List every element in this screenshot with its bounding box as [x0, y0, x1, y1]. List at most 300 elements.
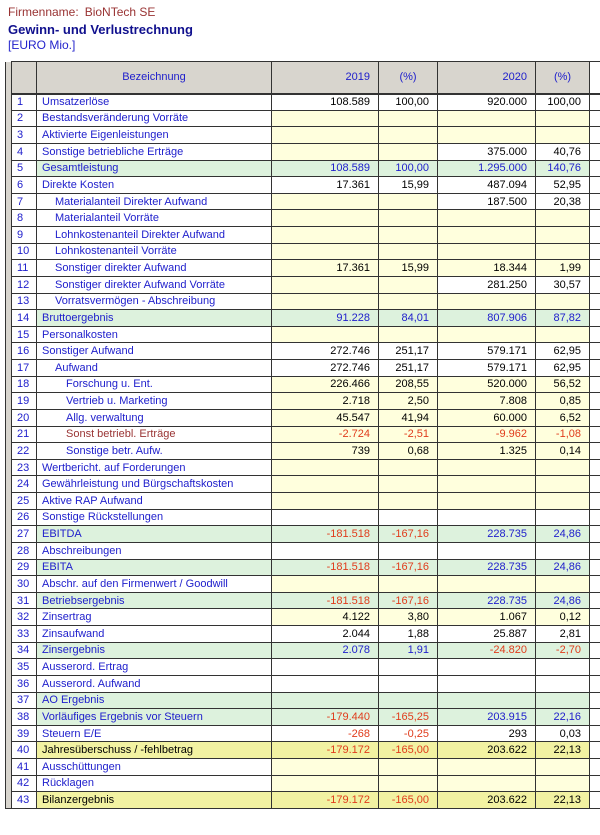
row-number: 1: [12, 94, 37, 111]
table-row: [6, 326, 600, 343]
table-row: [6, 509, 600, 526]
cell-pct-2019[interactable]: [379, 227, 438, 244]
cell-pct-2019: -167,16: [379, 592, 438, 609]
cell-2019[interactable]: [272, 759, 379, 776]
cell-2020[interactable]: [438, 243, 536, 260]
row-number: 43: [12, 792, 37, 809]
cell-pct-2019: 100,00: [379, 94, 438, 111]
table-row: [6, 260, 600, 277]
cell-pct-2020[interactable]: [536, 775, 590, 792]
table-row: [6, 759, 600, 776]
cell-pct-2020: 22,13: [536, 742, 590, 759]
cell-2019[interactable]: [272, 293, 379, 310]
cell-2019[interactable]: [272, 576, 379, 593]
cell-pct-2020: 52,95: [536, 177, 590, 194]
row-number: 10: [12, 243, 37, 260]
header-pct-2020: (%): [536, 62, 590, 94]
cell-pct-2019[interactable]: 15,99: [379, 260, 438, 277]
table-row: [6, 709, 600, 726]
cell-2019: 272.746: [272, 360, 379, 377]
report-title: Gewinn- und Verlustrechnung: [8, 22, 193, 37]
cell-2019[interactable]: [272, 227, 379, 244]
cell-2020: 281.250: [438, 276, 536, 293]
cell-pct-2019: -167,16: [379, 559, 438, 576]
cell-2019[interactable]: [272, 276, 379, 293]
cell-2019[interactable]: [272, 493, 379, 510]
row-number: 34: [12, 642, 37, 659]
row-number: 32: [12, 609, 37, 626]
cell-pct-2019: -165,25: [379, 709, 438, 726]
cell-2020: [438, 509, 536, 526]
cell-2020[interactable]: [438, 326, 536, 343]
overflow-strip: [590, 326, 600, 343]
cell-2019: -181.518: [272, 592, 379, 609]
row-label: Materialanteil Vorräte: [37, 210, 272, 227]
cell-pct-2019: [379, 659, 438, 676]
cell-2020[interactable]: [438, 476, 536, 493]
overflow-strip: [590, 127, 600, 144]
table-row: [6, 110, 600, 127]
cell-pct-2019[interactable]: 2,50: [379, 393, 438, 410]
table-row: [6, 293, 600, 310]
row-number: 23: [12, 459, 37, 476]
cell-pct-2019[interactable]: [379, 210, 438, 227]
cell-pct-2020[interactable]: [536, 227, 590, 244]
cell-2019: -179.172: [272, 742, 379, 759]
overflow-strip: [590, 476, 600, 493]
cell-2020[interactable]: [438, 576, 536, 593]
row-number: 24: [12, 476, 37, 493]
table-row: [6, 725, 600, 742]
cell-pct-2019[interactable]: [379, 759, 438, 776]
row-number: 29: [12, 559, 37, 576]
cell-2019: [272, 692, 379, 709]
table-header-row: [6, 62, 600, 94]
cell-pct-2019[interactable]: [379, 775, 438, 792]
row-label: Direkte Kosten: [37, 177, 272, 194]
cell-pct-2020[interactable]: [536, 476, 590, 493]
cell-2020: [438, 692, 536, 709]
overflow-strip: [590, 775, 600, 792]
row-label: Lohnkostenanteil Direkter Aufwand: [37, 227, 272, 244]
overflow-strip: [590, 725, 600, 742]
row-number: 27: [12, 526, 37, 543]
row-label: Zinsertrag: [37, 609, 272, 626]
row-number: 5: [12, 160, 37, 177]
cell-2020[interactable]: [438, 110, 536, 127]
cell-pct-2020[interactable]: -1,08: [536, 426, 590, 443]
row-number: 8: [12, 210, 37, 227]
cell-2019: -181.518: [272, 526, 379, 543]
overflow-strip: [590, 343, 600, 360]
cell-2019[interactable]: [272, 459, 379, 476]
table-row: [6, 443, 600, 460]
cell-pct-2020: 2,81: [536, 626, 590, 643]
cell-2019: 2.044: [272, 626, 379, 643]
cell-pct-2019[interactable]: [379, 576, 438, 593]
cell-pct-2020[interactable]: 0,12: [536, 609, 590, 626]
overflow-strip: [590, 177, 600, 194]
overflow-strip: [590, 659, 600, 676]
cell-pct-2020: 0,03: [536, 725, 590, 742]
row-label: Abschreibungen: [37, 542, 272, 559]
cell-2019[interactable]: [272, 210, 379, 227]
cell-pct-2020[interactable]: [536, 243, 590, 260]
cell-pct-2019: [379, 509, 438, 526]
cell-pct-2020: -2,70: [536, 642, 590, 659]
cell-pct-2019[interactable]: [379, 476, 438, 493]
cell-pct-2019[interactable]: [379, 243, 438, 260]
row-label: Vertrieb u. Marketing: [37, 393, 272, 410]
cell-pct-2019[interactable]: [379, 127, 438, 144]
cell-pct-2019[interactable]: [379, 143, 438, 160]
cell-2019[interactable]: [272, 476, 379, 493]
table-row: [6, 210, 600, 227]
table-row: [6, 376, 600, 393]
row-number: 9: [12, 227, 37, 244]
cell-2020[interactable]: [438, 127, 536, 144]
cell-2020: 187.500: [438, 193, 536, 210]
cell-pct-2020: 22,13: [536, 792, 590, 809]
overflow-strip: [590, 443, 600, 460]
overflow-strip: [590, 426, 600, 443]
cell-2019[interactable]: 4.122: [272, 609, 379, 626]
cell-pct-2019: 15,99: [379, 177, 438, 194]
cell-2019[interactable]: [272, 326, 379, 343]
overflow-strip: [590, 94, 600, 111]
cell-2020[interactable]: 520.000: [438, 376, 536, 393]
cell-pct-2020: 24,86: [536, 559, 590, 576]
company-label: Firmenname:: [8, 5, 79, 19]
row-label: Sonstiger Aufwand: [37, 343, 272, 360]
row-label: Steuern E/E: [37, 725, 272, 742]
row-label: Ausserord. Ertrag: [37, 659, 272, 676]
overflow-strip: [590, 542, 600, 559]
overflow-strip: [590, 559, 600, 576]
cell-pct-2020: [536, 659, 590, 676]
row-label: Sonstiger direkter Aufwand: [37, 260, 272, 277]
cell-pct-2020: [536, 542, 590, 559]
cell-2020[interactable]: 18.344: [438, 260, 536, 277]
overflow-strip: [590, 227, 600, 244]
overflow-strip: [590, 526, 600, 543]
cell-pct-2019: [379, 542, 438, 559]
row-number: 25: [12, 493, 37, 510]
cell-2019[interactable]: [272, 775, 379, 792]
overflow-strip: [590, 509, 600, 526]
cell-2020[interactable]: -9.962: [438, 426, 536, 443]
cell-2019[interactable]: 2.718: [272, 393, 379, 410]
cell-pct-2020: 62,95: [536, 360, 590, 377]
cell-pct-2019: 251,17: [379, 360, 438, 377]
row-number: 41: [12, 759, 37, 776]
cell-2020[interactable]: [438, 759, 536, 776]
row-number: 3: [12, 127, 37, 144]
row-number: 28: [12, 542, 37, 559]
table-row: [6, 343, 600, 360]
row-label: Aktivierte Eigenleistungen: [37, 127, 272, 144]
cell-pct-2020[interactable]: [536, 326, 590, 343]
cell-2019: [272, 675, 379, 692]
cell-pct-2020[interactable]: [536, 293, 590, 310]
cell-pct-2019[interactable]: [379, 293, 438, 310]
cell-2019: 2.078: [272, 642, 379, 659]
table-row: [6, 177, 600, 194]
cell-2019[interactable]: [272, 143, 379, 160]
cell-2020: 375.000: [438, 143, 536, 160]
header-pct-2019: (%): [379, 62, 438, 94]
row-label: Sonstiger direkter Aufwand Vorräte: [37, 276, 272, 293]
cell-2020: 1.295.000: [438, 160, 536, 177]
table-row: [6, 626, 600, 643]
cell-pct-2020: [536, 675, 590, 692]
cell-2019[interactable]: 739: [272, 443, 379, 460]
overflow-strip: [590, 692, 600, 709]
cell-2020[interactable]: [438, 293, 536, 310]
row-number: 2: [12, 110, 37, 127]
overflow-strip: [590, 609, 600, 626]
cell-2020: [438, 675, 536, 692]
table-row: [6, 692, 600, 709]
pnl-table: [5, 61, 600, 809]
row-number: 20: [12, 409, 37, 426]
cell-2020[interactable]: 1.325: [438, 443, 536, 460]
cell-pct-2020: 140,76: [536, 160, 590, 177]
cell-pct-2019[interactable]: 3,80: [379, 609, 438, 626]
cell-2020: 228.735: [438, 526, 536, 543]
cell-2020[interactable]: [438, 493, 536, 510]
cell-2019: -181.518: [272, 559, 379, 576]
cell-pct-2019: -167,16: [379, 526, 438, 543]
header-row-number: [12, 62, 37, 94]
cell-2020: 203.622: [438, 792, 536, 809]
table-row: [6, 409, 600, 426]
overflow-strip: [590, 310, 600, 327]
row-number: 19: [12, 393, 37, 410]
row-label: Bilanzergebnis: [37, 792, 272, 809]
row-number: 40: [12, 742, 37, 759]
cell-2019: 17.361: [272, 177, 379, 194]
cell-pct-2020[interactable]: 56,52: [536, 376, 590, 393]
table-row: [6, 243, 600, 260]
table-row: [6, 675, 600, 692]
row-label: Aktive RAP Aufwand: [37, 493, 272, 510]
cell-pct-2020[interactable]: [536, 759, 590, 776]
cell-2019[interactable]: [272, 193, 379, 210]
overflow-strip: [590, 110, 600, 127]
cell-pct-2020[interactable]: [536, 127, 590, 144]
row-label: Materialanteil Direkter Aufwand: [37, 193, 272, 210]
table-row: [6, 160, 600, 177]
row-label: Sonstige betriebliche Erträge: [37, 143, 272, 160]
cell-2020: 228.735: [438, 559, 536, 576]
row-label: Jahresüberschuss / -fehlbetrag: [37, 742, 272, 759]
table-row: [6, 542, 600, 559]
cell-2019[interactable]: 17.361: [272, 260, 379, 277]
cell-pct-2019[interactable]: -2,51: [379, 426, 438, 443]
table-row: [6, 493, 600, 510]
overflow-strip: [590, 210, 600, 227]
cell-pct-2020[interactable]: [536, 110, 590, 127]
cell-2019: 108.589: [272, 160, 379, 177]
row-number: 15: [12, 326, 37, 343]
cell-pct-2020: 24,86: [536, 592, 590, 609]
overflow-strip: [590, 675, 600, 692]
overflow-strip: [590, 193, 600, 210]
cell-pct-2020: [536, 692, 590, 709]
row-number: 16: [12, 343, 37, 360]
cell-pct-2020: 22,16: [536, 709, 590, 726]
overflow-strip: [590, 293, 600, 310]
cell-2020: 203.915: [438, 709, 536, 726]
cell-2020: 579.171: [438, 343, 536, 360]
table-row: [6, 310, 600, 327]
overflow-strip: [590, 360, 600, 377]
row-label: AO Ergebnis: [37, 692, 272, 709]
cell-pct-2019: -0,25: [379, 725, 438, 742]
overflow-strip: [590, 143, 600, 160]
cell-2019: 272.746: [272, 343, 379, 360]
row-label: Lohnkostenanteil Vorräte: [37, 243, 272, 260]
overflow-strip: [590, 276, 600, 293]
row-label: Ausserord. Aufwand: [37, 675, 272, 692]
cell-pct-2019[interactable]: [379, 493, 438, 510]
cell-pct-2020[interactable]: 1,99: [536, 260, 590, 277]
cell-pct-2019: -165,00: [379, 792, 438, 809]
row-number: 33: [12, 626, 37, 643]
cell-2019[interactable]: 45.547: [272, 409, 379, 426]
cell-2019: -268: [272, 725, 379, 742]
cell-pct-2020[interactable]: [536, 576, 590, 593]
row-number: 30: [12, 576, 37, 593]
company-name: BioNTech SE: [84, 5, 156, 19]
cell-2019[interactable]: -2.724: [272, 426, 379, 443]
cell-pct-2020: 20,38: [536, 193, 590, 210]
row-label: Vorläufiges Ergebnis vor Steuern: [37, 709, 272, 726]
overflow-strip: [590, 742, 600, 759]
row-number: 35: [12, 659, 37, 676]
cell-pct-2019[interactable]: 0,68: [379, 443, 438, 460]
cell-pct-2019[interactable]: [379, 459, 438, 476]
overflow-strip: [590, 160, 600, 177]
cell-2020[interactable]: 1.067: [438, 609, 536, 626]
row-label: EBITA: [37, 559, 272, 576]
row-label: Allg. verwaltung: [37, 409, 272, 426]
cell-2019[interactable]: [272, 127, 379, 144]
cell-2019: [272, 509, 379, 526]
cell-pct-2020: 40,76: [536, 143, 590, 160]
row-label: Rücklagen: [37, 775, 272, 792]
table-row: [6, 143, 600, 160]
cell-pct-2019: 84,01: [379, 310, 438, 327]
cell-pct-2019[interactable]: [379, 276, 438, 293]
table-row: [6, 476, 600, 493]
title-block: [0, 0, 600, 52]
row-number: 4: [12, 143, 37, 160]
header-bezeichnung: Bezeichnung: [37, 62, 272, 94]
cell-pct-2019[interactable]: 41,94: [379, 409, 438, 426]
cell-pct-2020[interactable]: 6,52: [536, 409, 590, 426]
overflow-strip: [590, 642, 600, 659]
cell-2020: 487.094: [438, 177, 536, 194]
table-row: [6, 742, 600, 759]
cell-2020[interactable]: [438, 459, 536, 476]
cell-2020[interactable]: 60.000: [438, 409, 536, 426]
table-row: [6, 526, 600, 543]
row-number: 42: [12, 775, 37, 792]
cell-2019[interactable]: [272, 110, 379, 127]
cell-2020[interactable]: [438, 210, 536, 227]
cell-pct-2019[interactable]: [379, 193, 438, 210]
cell-pct-2020: 62,95: [536, 343, 590, 360]
cell-2019[interactable]: [272, 243, 379, 260]
row-number: 11: [12, 260, 37, 277]
cell-2019[interactable]: 226.466: [272, 376, 379, 393]
cell-2019: -179.440: [272, 709, 379, 726]
row-label: Umsatzerlöse: [37, 94, 272, 111]
row-label: Gewährleistung und Bürgschaftskosten: [37, 476, 272, 493]
cell-2020[interactable]: 7.808: [438, 393, 536, 410]
row-number: 6: [12, 177, 37, 194]
cell-2020: 25.887: [438, 626, 536, 643]
header-2020: 2020: [438, 62, 536, 94]
header-2019: 2019: [272, 62, 379, 94]
table-row: [6, 642, 600, 659]
row-label: Gesamtleistung: [37, 160, 272, 177]
overflow-strip: [590, 626, 600, 643]
row-number: 39: [12, 725, 37, 742]
cell-pct-2020: 24,86: [536, 526, 590, 543]
row-label: Forschung u. Ent.: [37, 376, 272, 393]
row-number: 7: [12, 193, 37, 210]
table-row: [6, 775, 600, 792]
cell-2020[interactable]: [438, 227, 536, 244]
cell-pct-2019: 1,91: [379, 642, 438, 659]
row-label: Bestandsveränderung Vorräte: [37, 110, 272, 127]
row-number: 37: [12, 692, 37, 709]
cell-2020: 228.735: [438, 592, 536, 609]
cell-2020: [438, 659, 536, 676]
row-label: EBITDA: [37, 526, 272, 543]
cell-pct-2020[interactable]: 0,85: [536, 393, 590, 410]
row-number: 17: [12, 360, 37, 377]
row-number: 14: [12, 310, 37, 327]
table-row: [6, 227, 600, 244]
cell-pct-2019[interactable]: [379, 110, 438, 127]
cell-pct-2020[interactable]: 0,14: [536, 443, 590, 460]
cell-pct-2020[interactable]: [536, 493, 590, 510]
cell-pct-2019[interactable]: 208,55: [379, 376, 438, 393]
overflow-strip: [590, 709, 600, 726]
cell-pct-2019: 251,17: [379, 343, 438, 360]
cell-pct-2020[interactable]: [536, 459, 590, 476]
row-label: Zinsergebnis: [37, 642, 272, 659]
cell-pct-2020[interactable]: [536, 210, 590, 227]
cell-pct-2019[interactable]: [379, 326, 438, 343]
overflow-strip: [590, 393, 600, 410]
table-row: [6, 659, 600, 676]
cell-2020[interactable]: [438, 775, 536, 792]
row-number: 38: [12, 709, 37, 726]
row-number: 26: [12, 509, 37, 526]
row-number: 21: [12, 426, 37, 443]
row-label: Wertbericht. auf Forderungen: [37, 459, 272, 476]
cell-pct-2019: 1,88: [379, 626, 438, 643]
cell-pct-2019: -165,00: [379, 742, 438, 759]
cell-2020: [438, 542, 536, 559]
cell-pct-2020: 100,00: [536, 94, 590, 111]
row-number: 18: [12, 376, 37, 393]
